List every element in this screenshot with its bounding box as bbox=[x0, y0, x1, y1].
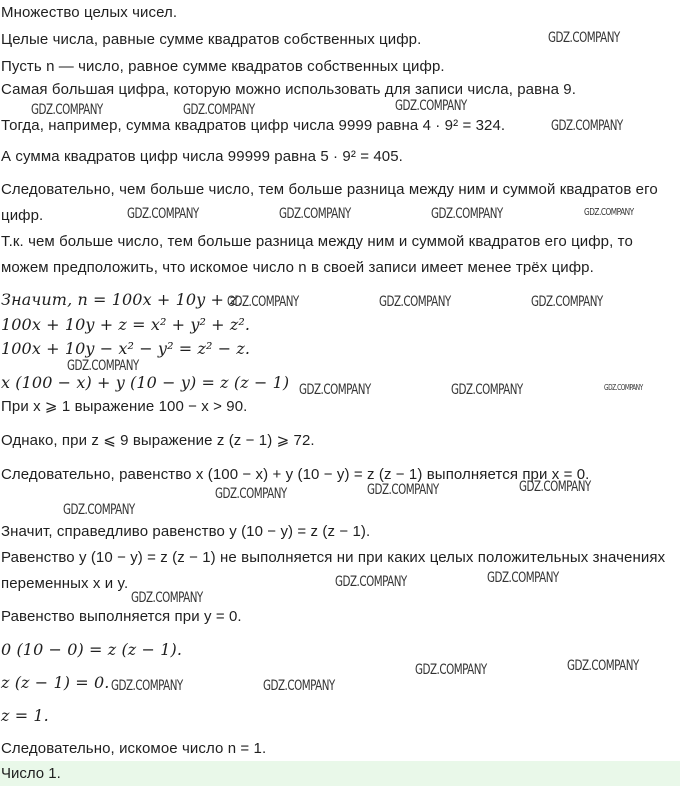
text-line: Пусть n — число, равное сумме квадратов собственных цифр. bbox=[1, 58, 445, 75]
text-line: Самая большая цифра, которую можно использовать для записи числа, равна 9. bbox=[1, 81, 576, 98]
watermark: GDZ.COMPANY bbox=[519, 479, 591, 495]
watermark: GDZ.COMPANY bbox=[127, 206, 199, 222]
watermark: GDZ.COMPANY bbox=[551, 118, 623, 134]
watermark: GDZ.COMPANY bbox=[335, 574, 407, 590]
answer-box bbox=[0, 761, 680, 786]
watermark: GDZ.COMPANY bbox=[111, 678, 183, 694]
answer-text: Число 1. bbox=[1, 765, 61, 782]
watermark: GDZ.COMPANY bbox=[431, 206, 503, 222]
watermark: GDZ.COMPANY bbox=[215, 486, 287, 502]
watermark: GDZ.COMPANY bbox=[299, 382, 371, 398]
text-line: Множество целых чисел. bbox=[1, 4, 178, 21]
watermark: GDZ.COMPANY bbox=[548, 30, 620, 46]
watermark: GDZ.COMPANY bbox=[379, 294, 451, 310]
math-line: 0 (10 − 0) = z (z − 1). bbox=[1, 640, 183, 659]
math-line: 100x + 10y + z = x² + y² + z². bbox=[1, 315, 251, 334]
watermark: GDZ.COMPANY bbox=[131, 590, 203, 606]
watermark: GDZ.COMPANY bbox=[567, 658, 639, 674]
text-paragraph: Следовательно, равенство x (100 − x) + y (10 − y) = z (z − 1) выполняется при x = 0. bbox=[1, 466, 590, 483]
math-line: x (100 − x) + y (10 − y) = z (z − 1) bbox=[1, 373, 290, 392]
text-paragraph: Т.к. чем больше число, тем больше разница между ним и суммой квадратов его цифр, то можем предположить, что искомое число n в своей записи имеет менее трёх цифр. bbox=[1, 233, 633, 276]
text-line: Однако, при z ⩽ 9 выражение z (z − 1) ⩾ 72. bbox=[1, 432, 315, 449]
text-paragraph: Следовательно, чем больше число, тем больше разница между ним и суммой квадратов его цифр. bbox=[1, 181, 658, 224]
watermark: GDZ.COMPANY bbox=[415, 662, 487, 678]
text-line: Следовательно, искомое число n = 1. bbox=[1, 740, 267, 757]
watermark: GDZ.COMPANY bbox=[584, 207, 634, 218]
watermark: GDZ.COMPANY bbox=[67, 358, 139, 374]
watermark: GDZ.COMPANY bbox=[487, 570, 559, 586]
watermark: GDZ.COMPANY bbox=[395, 98, 467, 114]
watermark: GDZ.COMPANY bbox=[263, 678, 335, 694]
text-line: Целые числа, равные сумме квадратов собственных цифр. bbox=[1, 31, 422, 48]
watermark: GDZ.COMPANY bbox=[31, 102, 103, 118]
text-line: При x ⩾ 1 выражение 100 − x > 90. bbox=[1, 398, 248, 415]
watermark: GDZ.COMPANY bbox=[279, 206, 351, 222]
watermark: GDZ.COMPANY bbox=[63, 502, 135, 518]
math-line: 100x + 10y − x² − y² = z² − z. bbox=[1, 339, 251, 358]
math-line: Значит, n = 100x + 10y + z. bbox=[1, 290, 243, 309]
text-paragraph: Равенство y (10 − y) = z (z − 1) не выполняется ни при каких целых положительных значениях переменных x и y. bbox=[1, 549, 666, 592]
text-line: Значит, справедливо равенство y (10 − y) = z (z − 1). bbox=[1, 523, 371, 540]
watermark: GDZ.COMPANY bbox=[227, 294, 299, 310]
math-line: z = 1. bbox=[1, 706, 49, 725]
math-line: z (z − 1) = 0. bbox=[1, 673, 110, 692]
text-line: Тогда, например, сумма квадратов цифр числа 9999 равна 4 · 9² = 324. bbox=[1, 117, 506, 134]
text-line: А сумма квадратов цифр числа 99999 равна 5 · 9² = 405. bbox=[1, 148, 403, 165]
watermark: GDZ.COMPANY bbox=[367, 482, 439, 498]
watermark: GDZ.COMPANY bbox=[531, 294, 603, 310]
watermark: GDZ.COMPANY bbox=[604, 383, 643, 392]
watermark: GDZ.COMPANY bbox=[183, 102, 255, 118]
text-line: Равенство выполняется при y = 0. bbox=[1, 608, 242, 625]
watermark: GDZ.COMPANY bbox=[451, 382, 523, 398]
